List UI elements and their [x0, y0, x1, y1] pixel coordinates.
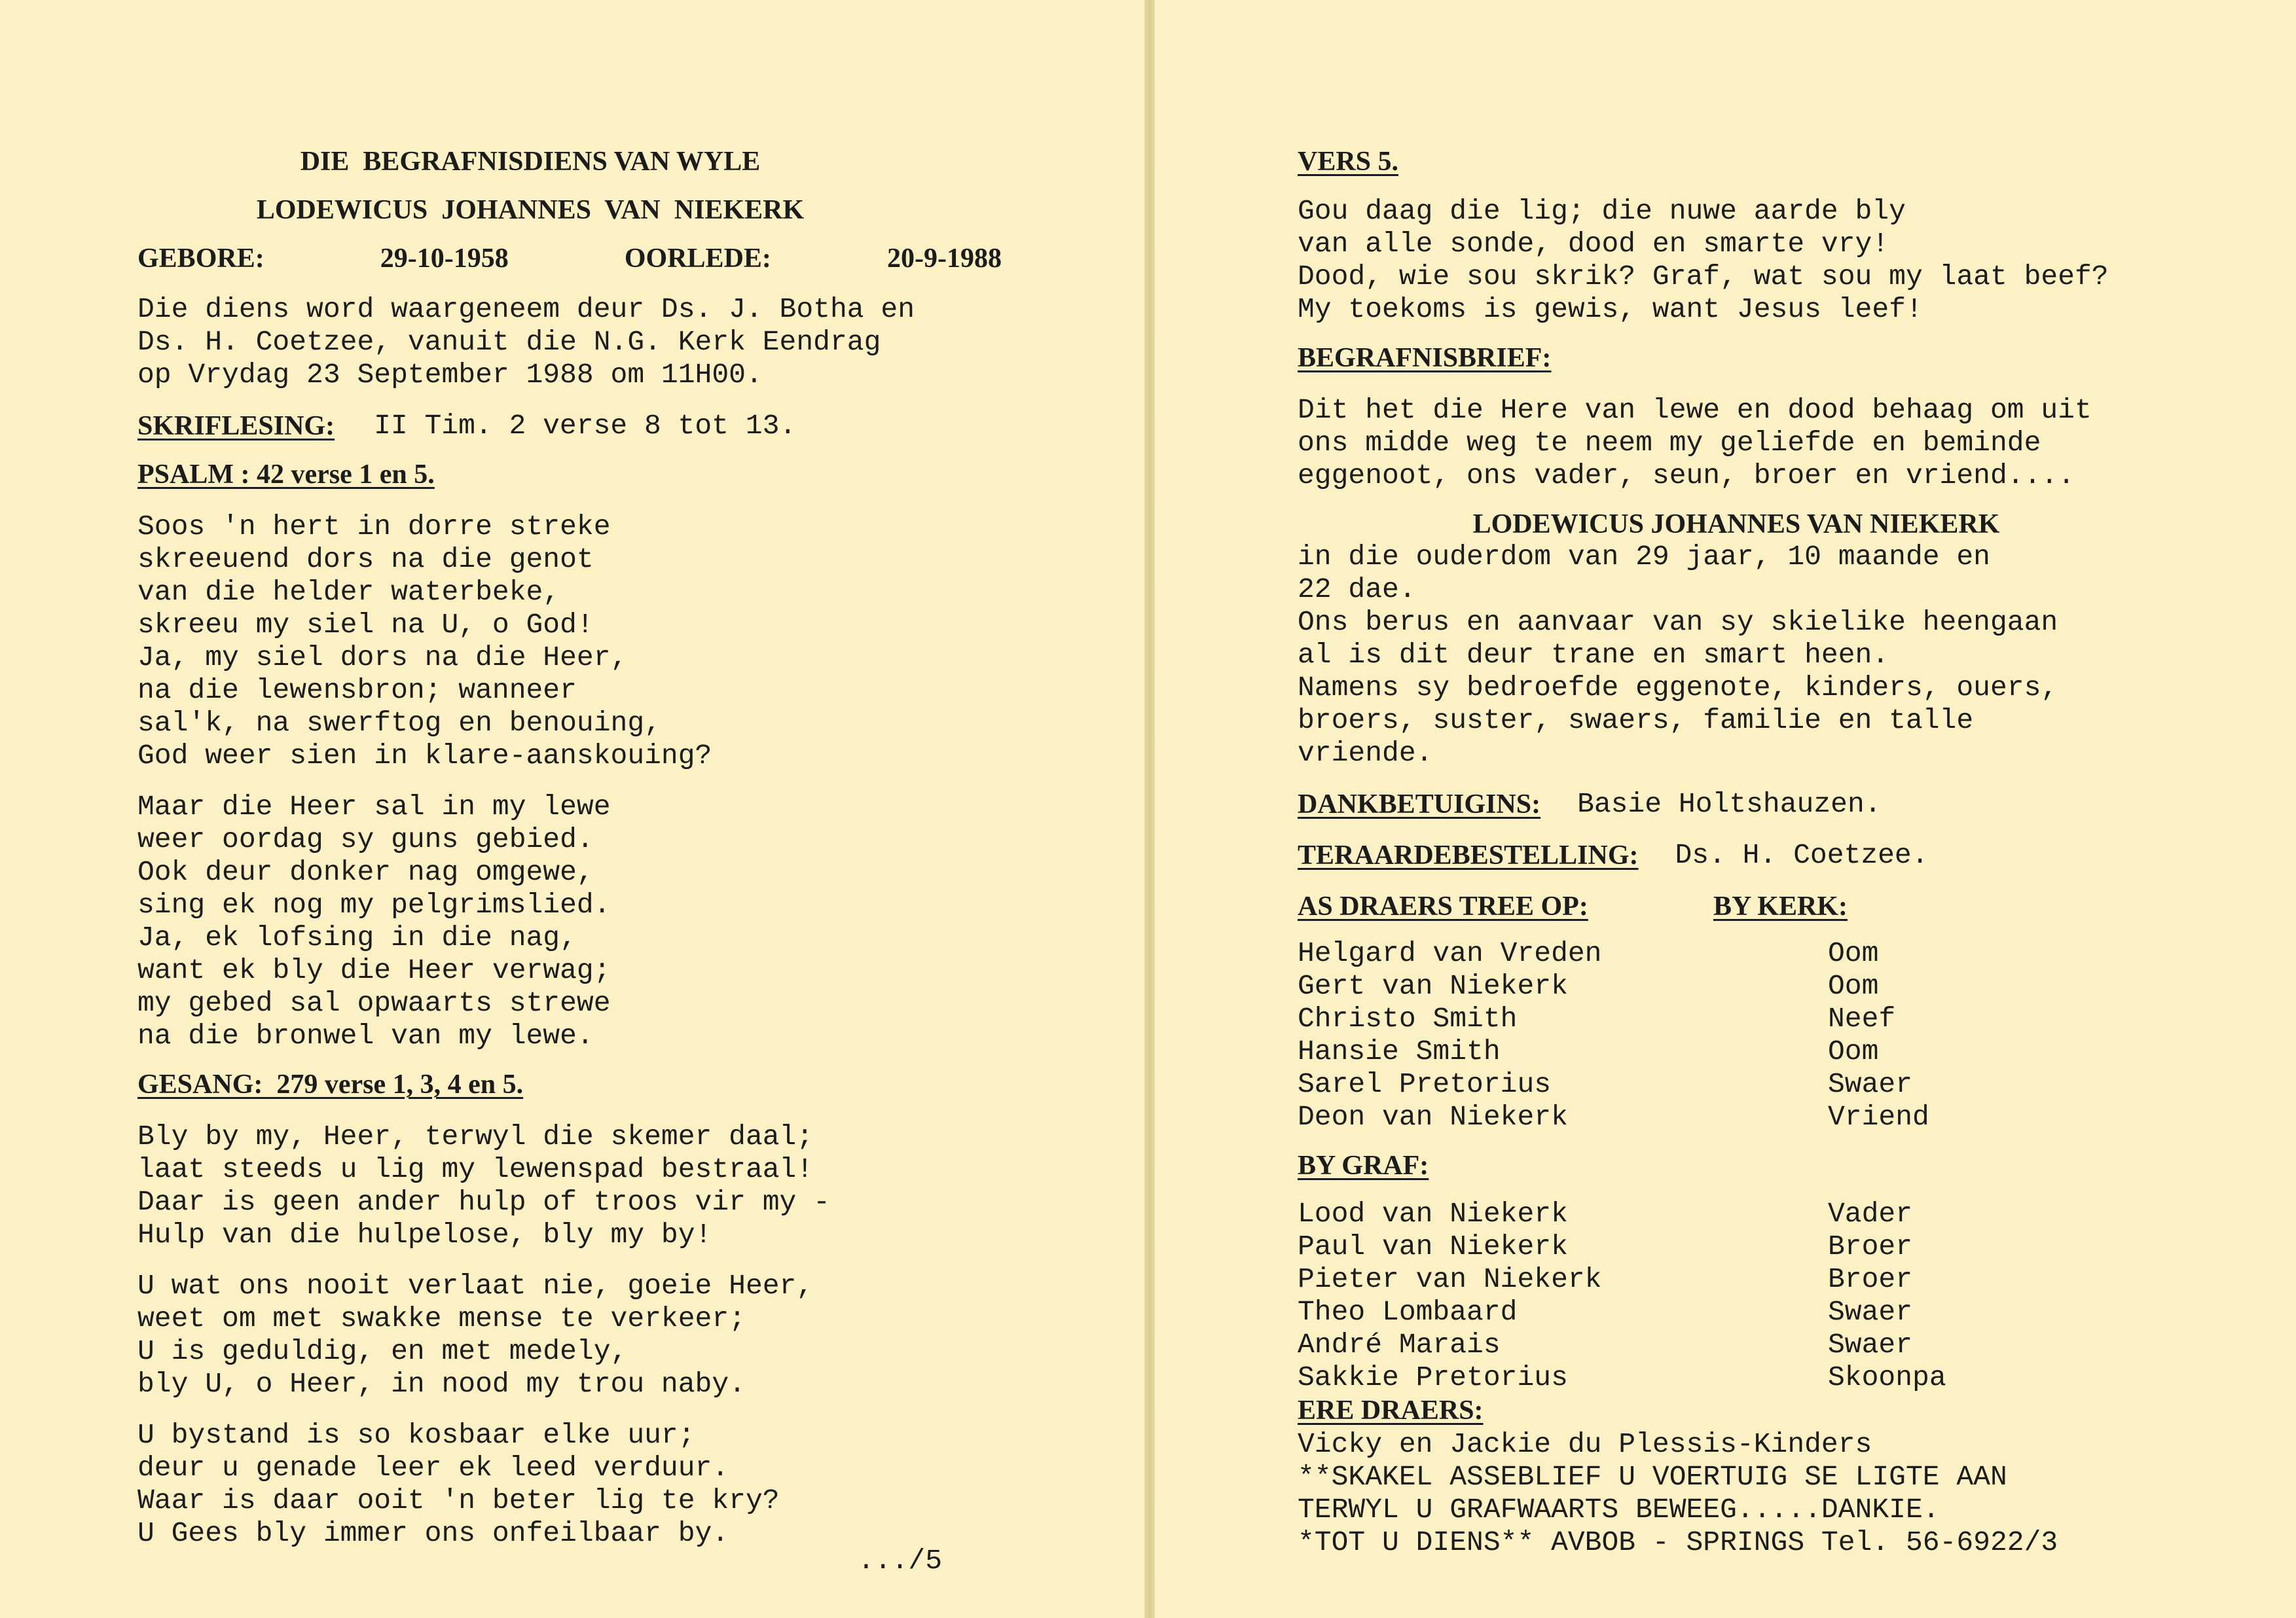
bearer-name: André Marais: [1298, 1329, 1501, 1361]
bearer-name: Paul van Niekerk: [1298, 1231, 1568, 1263]
letter-line: ons midde weg te neem my geliefde en beminde: [1298, 427, 2041, 459]
bearer-role: Swaer: [1828, 1068, 1913, 1100]
verse-line: weet om met swakke mense te verkeer;: [137, 1303, 746, 1335]
title-line-1: DIE BEGRAFNISDIENS VAN WYLE: [300, 147, 761, 177]
verse-line: Ja, ek lofsing in die nag,: [137, 922, 577, 954]
bearer-role: Swaer: [1828, 1296, 1913, 1328]
verse-line: Maar die Heer sal in my lewe: [137, 791, 611, 823]
hymn-verse-5: [1298, 195, 2267, 326]
church-label: BY KERK:: [1713, 891, 1848, 922]
psalm-verse-1: [137, 511, 1080, 772]
bearers-label-wrap: [1298, 890, 1713, 923]
verse-line: na die lewensbron; wanneer: [137, 674, 577, 706]
verse-line: sal'k, na swerftog en benouing,: [137, 707, 661, 739]
list-item: [1298, 1068, 2267, 1101]
bearer-name: Pieter van Niekerk: [1298, 1263, 1602, 1295]
letter-line: eggenoot, ons vader, seun, broer en vriend....: [1298, 459, 2075, 492]
list-item: [1298, 1003, 2267, 1035]
verse-line: deur u genade leer ek leed verduur.: [137, 1452, 729, 1484]
born-label: GEBORE:: [137, 243, 264, 274]
bearer-role: Oom: [1828, 1035, 1879, 1068]
hymn-verse-1: [137, 1121, 1080, 1251]
verse-line: God weer sien in klare-aanskouing?: [137, 740, 712, 772]
bearers-row: [1298, 890, 2267, 923]
honorary-label: ERE DRAERS:: [1298, 1395, 1484, 1426]
list-item: [1298, 1361, 2267, 1394]
verse-line: Gou daag die lig; die nuwe aarde bly: [1298, 195, 1906, 227]
letter-line: in die ouderdom van 29 jaar, 10 maande en: [1298, 541, 1990, 573]
list-item: [1298, 1035, 2267, 1068]
service-info: [137, 293, 1080, 391]
thanks-row: [1298, 788, 2267, 821]
bearer-role: Vriend: [1828, 1101, 1929, 1133]
bearer-name: Gert van Niekerk: [1298, 970, 1568, 1002]
letter-body-1: [1298, 394, 2267, 492]
verse-line: U bystand is so kosbaar elke uur;: [137, 1419, 695, 1451]
bearer-role: Neef: [1828, 1003, 1896, 1035]
letter-body-2: [1298, 541, 2267, 770]
bearer-role: Vader: [1828, 1198, 1913, 1230]
left-column: [137, 145, 1080, 1550]
list-item: [1298, 1296, 2267, 1329]
list-item: [1298, 970, 2267, 1003]
verse-line: weer oordag sy guns gebied.: [137, 823, 594, 855]
letter-line: vriende.: [1298, 737, 1433, 769]
verse-line: my gebed sal opwaarts strewe: [137, 987, 611, 1019]
continued-marker: .../5: [858, 1545, 943, 1577]
verse-line: van die helder waterbeke,: [137, 576, 560, 608]
notice-line: TERWYL U GRAFWAARTS BEWEEG.....DANKIE.: [1298, 1494, 1940, 1526]
bearer-name: Theo Lombaard: [1298, 1296, 1518, 1328]
bearer-name: Christo Smith: [1298, 1003, 1518, 1035]
letter-line: broers, suster, swaers, familie en talle: [1298, 704, 1974, 736]
grave-bearers: [1298, 1198, 2267, 1394]
died-date: 20-9-1988: [887, 243, 1002, 274]
born-date: 29-10-1958: [380, 243, 509, 274]
verse-line: Daar is geen ander hulp of troos vir my -: [137, 1186, 830, 1218]
bearers-label: AS DRAERS TREE OP:: [1298, 891, 1588, 922]
bearer-role: Broer: [1828, 1263, 1913, 1295]
bearer-role: Swaer: [1828, 1329, 1913, 1361]
verse5-heading: VERS 5.: [1298, 147, 1399, 177]
thanks-text: Basie Holtshauzen.: [1577, 788, 1882, 820]
page-fold: [1144, 0, 1155, 1618]
list-item: [1298, 1263, 2267, 1296]
bearer-name: Helgard van Vreden: [1298, 937, 1602, 969]
service-line: op Vrydag 23 September 1988 om 11H00.: [137, 359, 763, 391]
honorary-text: Vicky en Jackie du Plessis-Kinders: [1298, 1428, 1872, 1460]
list-item: [1298, 937, 2267, 970]
verse-line: Waar is daar ooit 'n beter lig te kry?: [137, 1484, 780, 1517]
bearer-name: Deon van Niekerk: [1298, 1101, 1568, 1133]
list-item: [1298, 1231, 2267, 1263]
verse-line: van alle sonde, dood en smarte vry!: [1298, 228, 1889, 260]
bearer-role: Skoonpa: [1828, 1361, 1946, 1393]
bearer-name: Hansie Smith: [1298, 1035, 1501, 1068]
thanks-label: DANKBETUIGINS:: [1298, 789, 1541, 819]
verse-line: U is geduldig, en met medely,: [137, 1335, 628, 1367]
letter-line: Dit het die Here van lewe en dood behaag om uit: [1298, 394, 2092, 426]
letter-line: al is dit deur trane en smart heen.: [1298, 639, 1889, 671]
deceased-name: LODEWICUS JOHANNES VAN NIEKERK: [1472, 509, 2000, 539]
verse-line: want ek bly die Heer verwag;: [137, 954, 611, 986]
notice: [1298, 1461, 2267, 1559]
service-line: Ds. H. Coetzee, vanuit die N.G. Kerk Eendrag: [137, 326, 881, 358]
verse-line: Ook deur donker nag omgewe,: [137, 856, 594, 888]
bearer-name: Sarel Pretorius: [1298, 1068, 1552, 1100]
bearer-role: Oom: [1828, 970, 1879, 1002]
letter-heading: BEGRAFNISBRIEF:: [1298, 343, 1552, 373]
verse-line: skreeuend dors na die genot: [137, 543, 594, 575]
verse-line: skreeu my siel na U, o God!: [137, 609, 594, 641]
hymn-heading: GESANG: 279 verse 1, 3, 4 en 5.: [137, 1070, 524, 1100]
church-bearers: [1298, 937, 2267, 1134]
burial-text: Ds. H. Coetzee.: [1675, 839, 1929, 871]
bearer-name: Sakkie Pretorius: [1298, 1361, 1568, 1393]
letter-line: Namens sy bedroefde eggenote, kinders, ouers,: [1298, 672, 2058, 704]
verse-line: bly U, o Heer, in nood my trou naby.: [137, 1368, 746, 1400]
verse-line: Dood, wie sou skrik? Graf, wat sou my laat beef?: [1298, 261, 2109, 293]
service-line: Die diens word waargeneem deur Ds. J. Botha en: [137, 293, 915, 325]
bearer-role: Broer: [1828, 1231, 1913, 1263]
list-item: [1298, 1198, 2267, 1231]
list-item: [1298, 1101, 2267, 1134]
verse-line: laat steeds u lig my lewenspad bestraal!: [137, 1153, 814, 1185]
reading-label: SKRIFLESING:: [137, 411, 335, 441]
hymn-verse-3: [137, 1270, 1080, 1401]
psalm-heading: PSALM : 42 verse 1 en 5.: [137, 459, 435, 490]
grave-label: BY GRAF:: [1298, 1151, 1429, 1181]
verse-line: Bly by my, Heer, terwyl die skemer daal;: [137, 1121, 814, 1153]
list-item: [1298, 1329, 2267, 1361]
dates-row: [137, 242, 1002, 275]
verse-line: My toekoms is gewis, want Jesus leef!: [1298, 293, 1923, 325]
hymn-verse-4: [137, 1419, 1080, 1550]
died-label: OORLEDE:: [624, 243, 771, 274]
burial-label: TERAARDEBESTELLING:: [1298, 840, 1639, 871]
verse-line: na die bronwel van my lewe.: [137, 1020, 594, 1052]
notice-line: *TOT U DIENS** AVBOB - SPRINGS Tel. 56-6922/3: [1298, 1526, 2058, 1558]
reading-text: II Tim. 2 verse 8 tot 13.: [374, 410, 797, 442]
letter-line: Ons berus en aanvaar van sy skielike heengaan: [1298, 606, 2058, 638]
verse-line: Hulp van die hulpelose, bly my by!: [137, 1219, 712, 1251]
verse-line: Soos 'n hert in dorre streke: [137, 511, 611, 543]
notice-line: **SKAKEL ASSEBLIEF U VOERTUIG SE LIGTE AAN: [1298, 1461, 2007, 1493]
psalm-verse-5: [137, 791, 1080, 1052]
bearer-role: Oom: [1828, 937, 1879, 969]
burial-row: [1298, 839, 2267, 872]
verse-line: U wat ons nooit verlaat nie, goeie Heer,: [137, 1270, 814, 1302]
verse-line: Ja, my siel dors na die Heer,: [137, 641, 628, 674]
verse-line: U Gees bly immer ons onfeilbaar by.: [137, 1517, 729, 1549]
right-column: [1298, 145, 2267, 1559]
reading-row: [137, 410, 1080, 442]
bearer-name: Lood van Niekerk: [1298, 1198, 1568, 1230]
verse-line: sing ek nog my pelgrimslied.: [137, 889, 611, 921]
letter-line: 22 dae.: [1298, 573, 1416, 605]
title-line-2: LODEWICUS JOHANNES VAN NIEKERK: [256, 195, 805, 225]
